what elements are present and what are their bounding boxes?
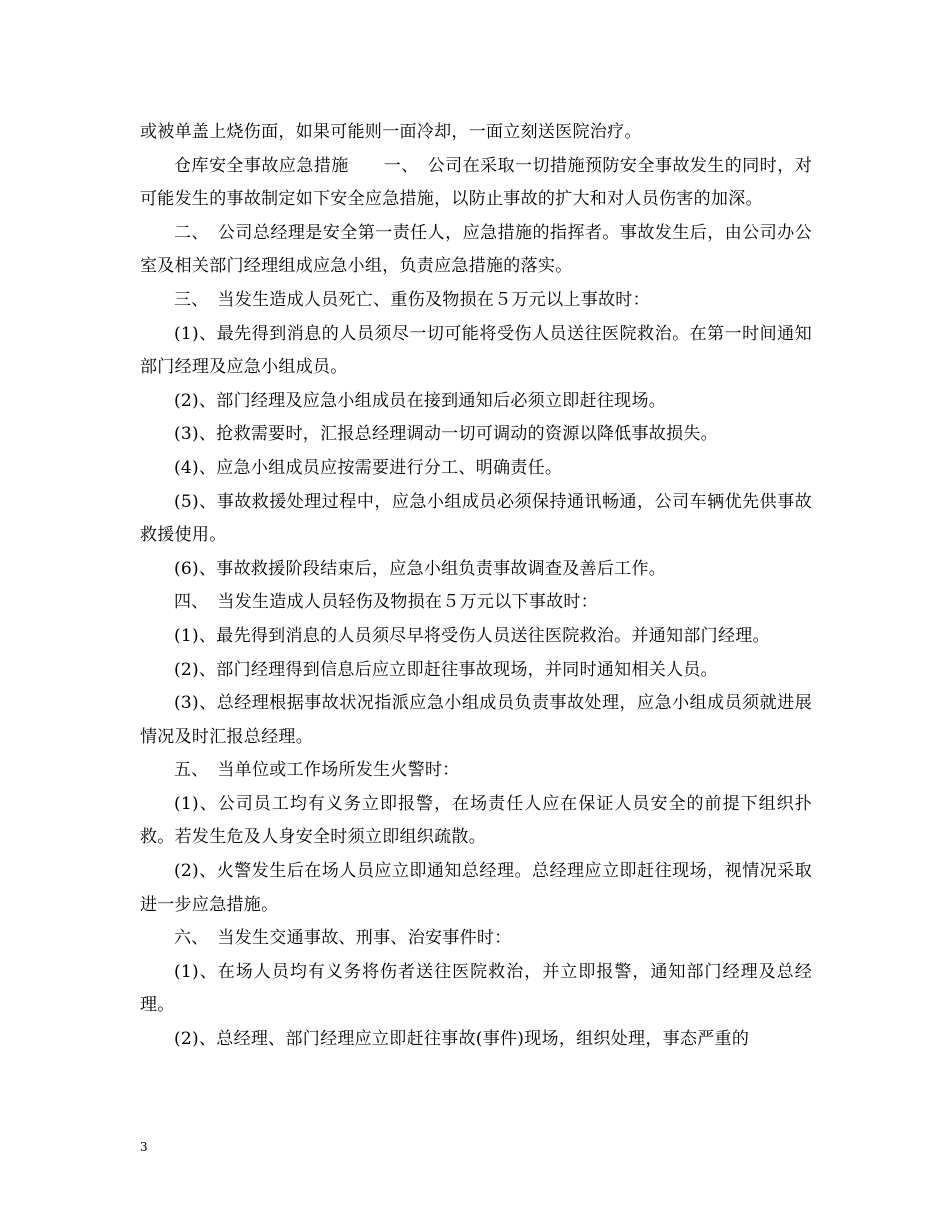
- paragraph-burn-treatment: 或被单盖上烧伤面，如果可能则一面冷却，一面立刻送医院治疗。: [140, 122, 642, 142]
- paragraph-section-3-item-2: (2)、部门经理及应急小组成员在接到通知后必须立即赶往现场。: [174, 390, 667, 411]
- paragraph-section-2: 二、 公司总经理是安全第一责任人，应急措施的指挥者。事故发生后，由公司办公室及相关部门经理组成应急小组，负责应急措施的落实。: [140, 222, 812, 277]
- paragraph-section-3-item-5: (5)、事故救援处理过程中，应急小组成员必须保持通讯畅通，公司车辆优先供事故救援使用。: [140, 491, 812, 546]
- paragraph-section-6-item-2: (2)、总经理、部门经理应立即赶往事故(事件)现场，组织处理，事态严重的: [174, 1029, 750, 1050]
- paragraph-section-4-item-3: (3)、总经理根据事故状况指派应急小组成员负责事故处理，应急小组成员须就进展情况及时汇报总经理。: [140, 693, 812, 747]
- document-body: [140, 116, 812, 1057]
- paragraph-section-3-item-1: (1)、最先得到消息的人员须尽一切可能将受伤人员送往医院救治。在第一时间通知部门经理及应急小组成员。: [140, 323, 812, 378]
- paragraph-section-5-heading: 五、 当单位或工作场所发生火警时：: [174, 760, 460, 781]
- paragraph-warehouse-measures-intro: 仓库安全事故应急措施 一、 公司在采取一切措施预防安全事故发生的同时，对可能发生的事故制定如下安全应急措施，以防止事故的扩大和对人员伤害的加深。: [140, 155, 812, 210]
- paragraph-section-6-heading: 六、 当发生交通事故、刑事、治安事件时：: [174, 928, 512, 949]
- paragraph-section-3-heading: 三、 当发生造成人员死亡、重伤及物损在５万元以上事故时：: [174, 289, 650, 310]
- paragraph-section-3-item-6: (6)、事故救援阶段结束后，应急小组负责事故调查及善后工作。: [174, 558, 667, 579]
- paragraph-section-5-item-2: (2)、火警发生后在场人员应立即通知总经理。总经理应立即赶往现场，视情况采取进一步应急措施。: [140, 861, 812, 915]
- paragraph-section-4-heading: 四、 当发生造成人员轻伤及物损在５万元以下事故时：: [174, 592, 598, 613]
- paragraph-section-4-item-2: (2)、部门经理得到信息后应立即赶往事故现场，并同时通知相关人员。: [174, 659, 718, 680]
- paragraph-section-3-item-3: (3)、抢救需要时，汇报总经理调动一切可调动的资源以降低事故损失。: [174, 424, 718, 445]
- paragraph-section-4-item-1: (1)、最先得到消息的人员须尽早将受伤人员送往医院救治。并通知部门经理。: [174, 625, 770, 646]
- paragraph-section-3-item-4: (4)、应急小组成员应按需要进行分工、明确责任。: [174, 457, 563, 478]
- paragraph-section-6-item-1: (1)、在场人员均有义务将伤者送往医院救治，并立即报警，通知部门经理及总经理。: [140, 961, 812, 1016]
- page-number: 3: [140, 1140, 148, 1154]
- paragraph-section-5-item-1: (1)、公司员工均有义务立即报警，在场责任人应在保证人员安全的前提下组织扑救。若发生危及人身安全时须立即组织疏散。: [140, 793, 812, 848]
